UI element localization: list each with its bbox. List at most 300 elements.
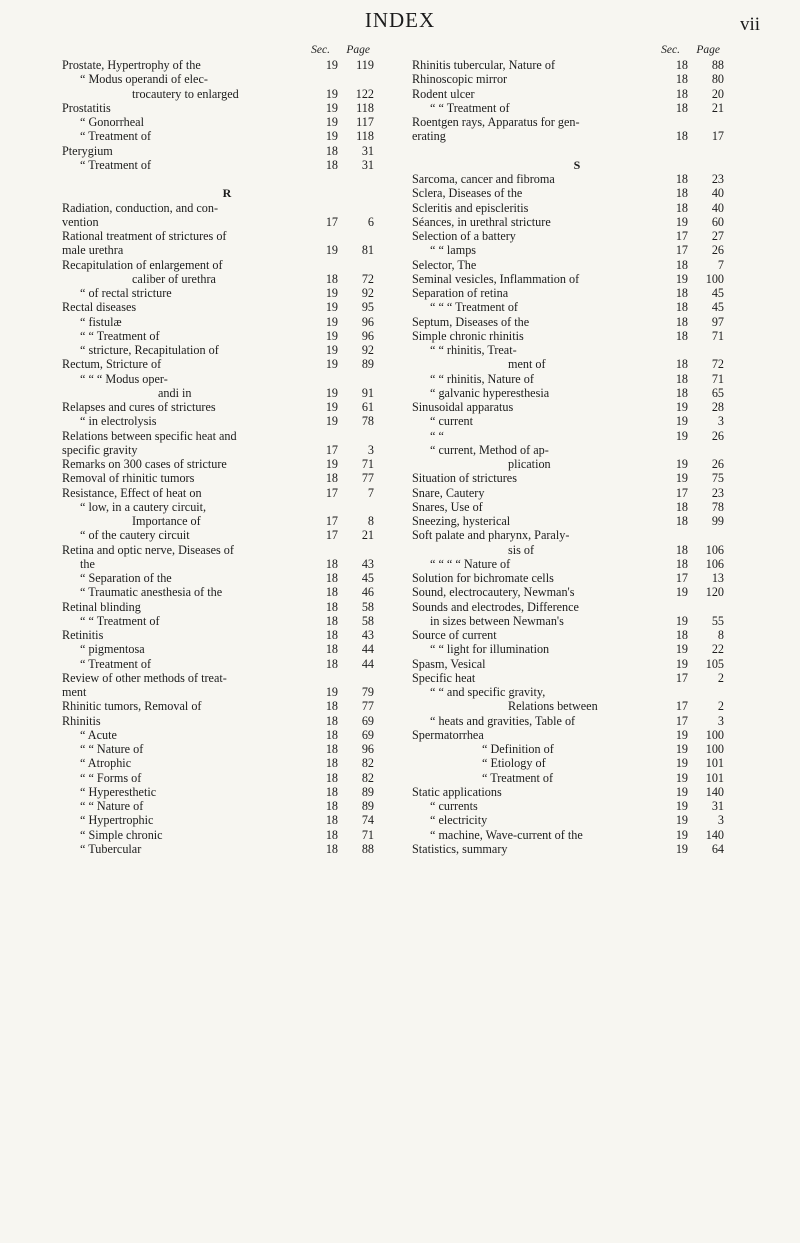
entry-term: Source of current [412, 628, 497, 642]
entry-page: 46 [361, 585, 374, 600]
index-entry [412, 471, 742, 485]
index-entry [412, 129, 742, 143]
entry-term: Remarks on 300 cases of stricture [62, 457, 227, 471]
index-entry [62, 457, 392, 471]
column-header [412, 44, 742, 58]
index-entry [412, 115, 742, 129]
index-entry [62, 543, 392, 557]
index-entry [62, 614, 392, 628]
entry-page: 77 [361, 471, 374, 486]
entry-section: 17 [675, 485, 688, 500]
index-entry [412, 685, 742, 699]
entry-section: 19 [325, 286, 338, 300]
entry-section: 18 [675, 385, 688, 400]
index-entry [412, 144, 742, 158]
index-entry [412, 201, 742, 215]
entry-section: 18 [675, 556, 688, 571]
entry-page: 43 [361, 556, 374, 571]
entry-term: “ current, Method of ap- [430, 442, 549, 457]
entry-page: 3 [367, 442, 374, 457]
index-entry [412, 229, 742, 243]
entry-page: 65 [711, 385, 724, 400]
entry-section: 18 [675, 628, 688, 642]
entry-term: caliber of urethra [132, 271, 216, 286]
entry-section: 19 [675, 271, 688, 286]
entry-section: 17 [675, 571, 688, 585]
entry-section: 19 [325, 100, 338, 115]
index-entry [412, 386, 742, 400]
entry-page: 20 [711, 86, 724, 101]
entry-term: Prostate, Hypertrophy of the [62, 58, 201, 72]
index-entry [62, 785, 392, 799]
entry-term: Importance of [132, 514, 201, 528]
entry-term: “ Gonorrheal [80, 115, 144, 129]
index-entry [62, 372, 392, 386]
entry-section: 18 [325, 613, 338, 628]
entry-page: 31 [361, 143, 374, 158]
entry-section: 17 [325, 214, 338, 229]
entry-section: 19 [325, 343, 338, 357]
entry-page: 75 [711, 471, 724, 486]
entry-term: Retina and optic nerve, Diseases of [62, 542, 234, 557]
index-entry [62, 642, 392, 656]
entry-page: 13 [711, 571, 724, 585]
index-entry [412, 215, 742, 229]
index-entry [412, 329, 742, 343]
entry-page: 77 [361, 699, 374, 714]
index-entry [412, 87, 742, 101]
entry-page: 60 [711, 214, 724, 229]
index-entry [62, 699, 392, 713]
index-entry [412, 500, 742, 514]
entry-term: in sizes between Newman's [430, 613, 564, 628]
entry-term: “ “ Treatment of [80, 328, 160, 343]
entry-term: the [80, 556, 95, 571]
entry-term: “ Treatment of [80, 157, 152, 172]
index-entry [62, 315, 392, 329]
index-entry [412, 671, 742, 685]
index-entry [412, 400, 742, 414]
entry-section: 18 [325, 271, 338, 286]
entry-term: “ “ and specific gravity, [430, 685, 546, 699]
entry-section: 19 [325, 314, 338, 329]
index-entry [62, 742, 392, 756]
index-entry [62, 771, 392, 785]
entry-section: 17 [325, 442, 338, 457]
entry-term: “ “ Treatment of [80, 613, 160, 628]
entry-term: Removal of rhinitic tumors [62, 471, 195, 486]
entry-term: “ “ “ “ Nature of [430, 556, 511, 571]
index-entry [412, 58, 742, 72]
entry-section: 18 [325, 799, 338, 813]
entry-page: 99 [711, 514, 724, 528]
entry-term: S [573, 157, 581, 172]
index-entry [412, 486, 742, 500]
index-entry [412, 414, 742, 428]
index-entry [412, 243, 742, 257]
entry-term: ment [62, 685, 87, 699]
entry-section: 18 [325, 742, 338, 756]
index-entry [412, 571, 742, 585]
entry-page: 97 [711, 314, 724, 329]
entry-term: Sound, electrocautery, Newman's [412, 585, 575, 600]
entry-section: 17 [675, 699, 688, 714]
entry-section: 18 [325, 699, 338, 714]
entry-page: 118 [356, 129, 374, 144]
entry-page: 100 [705, 727, 724, 742]
entry-term: Selection of a battery [412, 229, 516, 243]
entry-page: 78 [361, 414, 374, 429]
entry-section: 18 [675, 499, 688, 514]
index-entry [62, 714, 392, 728]
index-entry [62, 158, 392, 172]
sec-heading: Sec. [661, 44, 680, 56]
index-entry [62, 585, 392, 599]
entry-term: “ fistulæ [80, 314, 122, 329]
entry-page: 6 [367, 214, 374, 229]
entry-page: 81 [361, 243, 374, 258]
index-entry [412, 72, 742, 86]
index-entry [62, 215, 392, 229]
entry-term: Sclera, Diseases of the [412, 186, 523, 201]
entry-term: “ Simple chronic [80, 827, 163, 842]
entry-page: 8 [717, 628, 724, 642]
entry-section: 18 [675, 286, 688, 300]
entry-section: 18 [325, 770, 338, 785]
entry-page: 91 [361, 385, 374, 400]
entry-page: 45 [361, 571, 374, 585]
entry-page: 61 [361, 400, 374, 414]
entry-section: 19 [675, 642, 688, 657]
index-entry [412, 642, 742, 656]
index-entry [412, 813, 742, 827]
index-entry [412, 514, 742, 528]
entry-term: Pterygium [62, 143, 113, 158]
entry-page: 95 [361, 300, 374, 315]
index-entry [62, 557, 392, 571]
entry-term: Review of other methods of treat- [62, 670, 227, 685]
index-entry [62, 258, 392, 272]
entry-page: 106 [705, 556, 724, 571]
entry-section: 18 [325, 827, 338, 842]
entry-term: Roentgen rays, Apparatus for gen- [412, 115, 580, 129]
entry-term: Soft palate and pharynx, Paraly- [412, 528, 570, 543]
entry-section: 18 [675, 72, 688, 87]
entry-term: “ “ Nature of [80, 742, 144, 756]
entry-term: “ machine, Wave-current of the [430, 827, 583, 842]
entry-page: 71 [361, 457, 374, 471]
entry-section: 19 [675, 742, 688, 756]
entry-term: ment of [508, 357, 546, 372]
entry-term: Sarcoma, cancer and fibroma [412, 172, 555, 186]
entry-term: “ Hypertrophic [80, 813, 154, 828]
entry-section: 19 [325, 86, 338, 101]
page-heading: Page [696, 44, 720, 56]
index-entry [412, 272, 742, 286]
entry-section: 18 [325, 571, 338, 585]
entry-page: 2 [717, 699, 724, 714]
entry-section: 18 [325, 656, 338, 671]
entry-term: “ electricity [430, 813, 488, 828]
page-number: vii [739, 14, 760, 35]
entry-term: Selector, The [412, 257, 477, 272]
index-entry [62, 443, 392, 457]
entry-page: 101 [705, 756, 724, 771]
entry-page: 140 [705, 827, 724, 842]
index-entry [412, 300, 742, 314]
entry-section: 19 [675, 613, 688, 628]
entry-page: 27 [711, 229, 724, 243]
index-entry [62, 400, 392, 414]
entry-section: 19 [325, 414, 338, 429]
index-entry [62, 414, 392, 428]
entry-page: 31 [361, 157, 374, 172]
entry-page: 58 [361, 599, 374, 614]
index-entry [412, 785, 742, 799]
entry-section: 19 [675, 784, 688, 799]
section-letter [62, 186, 392, 200]
entry-term: Spermatorrhea [412, 727, 484, 742]
index-entry [412, 600, 742, 614]
index-entry [62, 756, 392, 770]
entry-page: 45 [711, 300, 724, 315]
index-entry [62, 728, 392, 742]
entry-term: “ Treatment of [80, 656, 152, 671]
entry-section: 17 [325, 514, 338, 528]
index-entry [412, 585, 742, 599]
entry-page: 79 [361, 685, 374, 699]
index-entry [412, 714, 742, 728]
index-entry [62, 58, 392, 72]
entry-page: 74 [361, 813, 374, 828]
index-column-right [412, 44, 742, 856]
entry-term: Situation of strictures [412, 471, 517, 486]
entry-page: 58 [361, 613, 374, 628]
entry-term: “ “ rhinitis, Treat- [430, 343, 517, 357]
index-entry [62, 300, 392, 314]
entry-page: 26 [711, 428, 724, 443]
entry-term: “ Definition of [482, 742, 554, 756]
index-entry [62, 628, 392, 642]
entry-section: 19 [675, 656, 688, 671]
index-entry [412, 842, 742, 856]
entry-page: 69 [361, 713, 374, 728]
entry-term: “ “ “ Modus oper- [80, 371, 168, 386]
entry-page: 89 [361, 357, 374, 372]
entry-term: Rhinitis [62, 713, 101, 728]
entry-page: 105 [705, 656, 724, 671]
entry-section: 19 [325, 328, 338, 343]
entry-term: Retinitis [62, 628, 104, 642]
index-entry [62, 471, 392, 485]
entry-page: 45 [711, 286, 724, 300]
entry-term: “ Acute [80, 727, 117, 742]
entry-page: 92 [361, 286, 374, 300]
index-entry [62, 329, 392, 343]
entry-page: 71 [711, 371, 724, 386]
entry-page: 118 [356, 100, 374, 115]
index-entry [62, 286, 392, 300]
index-entry [62, 528, 392, 542]
entry-page: 122 [355, 86, 374, 101]
entry-page: 23 [711, 485, 724, 500]
entry-section: 18 [325, 585, 338, 600]
index-entry [62, 842, 392, 856]
index-entry [62, 486, 392, 500]
entry-term: plication [508, 457, 551, 471]
entry-page: 44 [361, 656, 374, 671]
entry-term: “ galvanic hyperesthesia [430, 385, 550, 400]
entry-section: 19 [675, 770, 688, 785]
index-entry [62, 144, 392, 158]
index-entry [62, 229, 392, 243]
entry-term: Static applications [412, 784, 502, 799]
entry-term: Separation of retina [412, 286, 509, 300]
entry-section: 18 [675, 514, 688, 528]
entry-term: Recapitulation of enlargement of [62, 257, 223, 272]
entry-page: 3 [717, 713, 724, 728]
entry-page: 72 [711, 357, 724, 372]
page-title: INDEX [364, 8, 436, 32]
entry-section: 18 [675, 300, 688, 315]
entry-section: 17 [325, 485, 338, 500]
index-entry [62, 115, 392, 129]
index-entry [62, 172, 392, 186]
entry-term: “ Treatment of [482, 770, 554, 785]
entry-term: R [222, 186, 232, 201]
entry-page: 40 [711, 200, 724, 215]
index-entry [412, 528, 742, 542]
entry-page: 7 [717, 257, 724, 272]
entry-term: “ “ rhinitis, Nature of [430, 371, 534, 386]
entry-section: 18 [325, 841, 338, 856]
entry-term: “ in electrolysis [80, 414, 157, 429]
entry-page: 92 [361, 343, 374, 357]
page-header [0, 8, 800, 34]
entry-term: Snares, Use of [412, 499, 483, 514]
entry-section: 19 [325, 400, 338, 414]
entry-section: 18 [675, 129, 688, 144]
entry-term: Septum, Diseases of the [412, 314, 530, 329]
index-entry [412, 543, 742, 557]
index-entry [62, 243, 392, 257]
entry-page: 71 [361, 827, 374, 842]
entry-term: “ heats and gravities, Table of [430, 713, 576, 728]
entry-section: 18 [325, 727, 338, 742]
index-entry [62, 201, 392, 215]
entry-section: 19 [325, 685, 338, 699]
entry-page: 22 [711, 642, 724, 657]
index-entry [62, 357, 392, 371]
entry-section: 19 [325, 357, 338, 372]
index-entry [62, 514, 392, 528]
entry-term: Specific heat [412, 670, 476, 685]
entry-term: Relapses and cures of strictures [62, 400, 216, 414]
index-entry [62, 571, 392, 585]
entry-page: 106 [705, 542, 724, 557]
index-entry [412, 742, 742, 756]
index-entry [412, 286, 742, 300]
entry-term: Spasm, Vesical [412, 656, 486, 671]
entry-section: 18 [325, 628, 338, 642]
index-entry [62, 129, 392, 143]
index-entry [412, 828, 742, 842]
index-entry [62, 828, 392, 842]
entry-section: 18 [675, 257, 688, 272]
index-entry [412, 101, 742, 115]
entry-term: Prostatitis [62, 100, 111, 115]
entry-section: 17 [675, 243, 688, 258]
entry-page: 23 [711, 172, 724, 186]
entry-term: Relations between [508, 699, 598, 714]
index-entry [62, 685, 392, 699]
entry-page: 26 [711, 243, 724, 258]
entry-page: 43 [361, 628, 374, 642]
entry-page: 80 [711, 72, 724, 87]
entry-term: “ currents [430, 799, 478, 813]
index-entry [412, 443, 742, 457]
entry-term: “ Tubercular [80, 841, 142, 856]
entry-page: 88 [361, 841, 374, 856]
entry-page: 72 [361, 271, 374, 286]
entry-section: 18 [325, 756, 338, 771]
entry-page: 88 [711, 58, 724, 72]
entry-term: Sneezing, hysterical [412, 514, 511, 528]
entry-term: Sinusoidal apparatus [412, 400, 514, 414]
index-entry [62, 657, 392, 671]
entry-term: Sounds and electrodes, Difference [412, 599, 579, 614]
entry-term: Rectal diseases [62, 300, 137, 315]
entry-term: “ “ [430, 428, 444, 443]
entry-term: Simple chronic rhinitis [412, 328, 524, 343]
entry-term: “ pigmentosa [80, 642, 145, 657]
index-entry [412, 357, 742, 371]
entry-page: 3 [717, 414, 724, 429]
entry-page: 96 [361, 328, 374, 343]
entry-section: 19 [675, 799, 688, 813]
column-header [62, 44, 392, 58]
entry-term: Radiation, conduction, and con- [62, 200, 219, 215]
entry-section: 18 [325, 556, 338, 571]
entry-section: 18 [675, 542, 688, 557]
index-entry [412, 315, 742, 329]
index-entry [412, 756, 742, 770]
index-entry [412, 799, 742, 813]
entry-section: 17 [675, 229, 688, 243]
entry-term: “ stricture, Recapitulation of [80, 343, 219, 357]
index-entry [412, 372, 742, 386]
entry-term: “ Traumatic anesthesia of the [80, 585, 223, 600]
index-entry [412, 728, 742, 742]
entry-page: 28 [711, 400, 724, 414]
index-entry [412, 343, 742, 357]
entry-section: 18 [325, 713, 338, 728]
entry-section: 18 [675, 58, 688, 72]
index-entry [62, 87, 392, 101]
entry-term: Statistics, summary [412, 841, 508, 856]
entry-section: 19 [675, 457, 688, 471]
entry-term: “ “ Treatment of [430, 100, 510, 115]
section-letter [412, 158, 742, 172]
entry-page: 119 [356, 58, 374, 72]
entry-page: 64 [711, 841, 724, 856]
entry-page: 69 [361, 727, 374, 742]
entry-section: 18 [325, 157, 338, 172]
entry-term: andi in [158, 385, 192, 400]
index-entry [412, 657, 742, 671]
entry-page: 3 [717, 813, 724, 828]
index-entry [412, 186, 742, 200]
